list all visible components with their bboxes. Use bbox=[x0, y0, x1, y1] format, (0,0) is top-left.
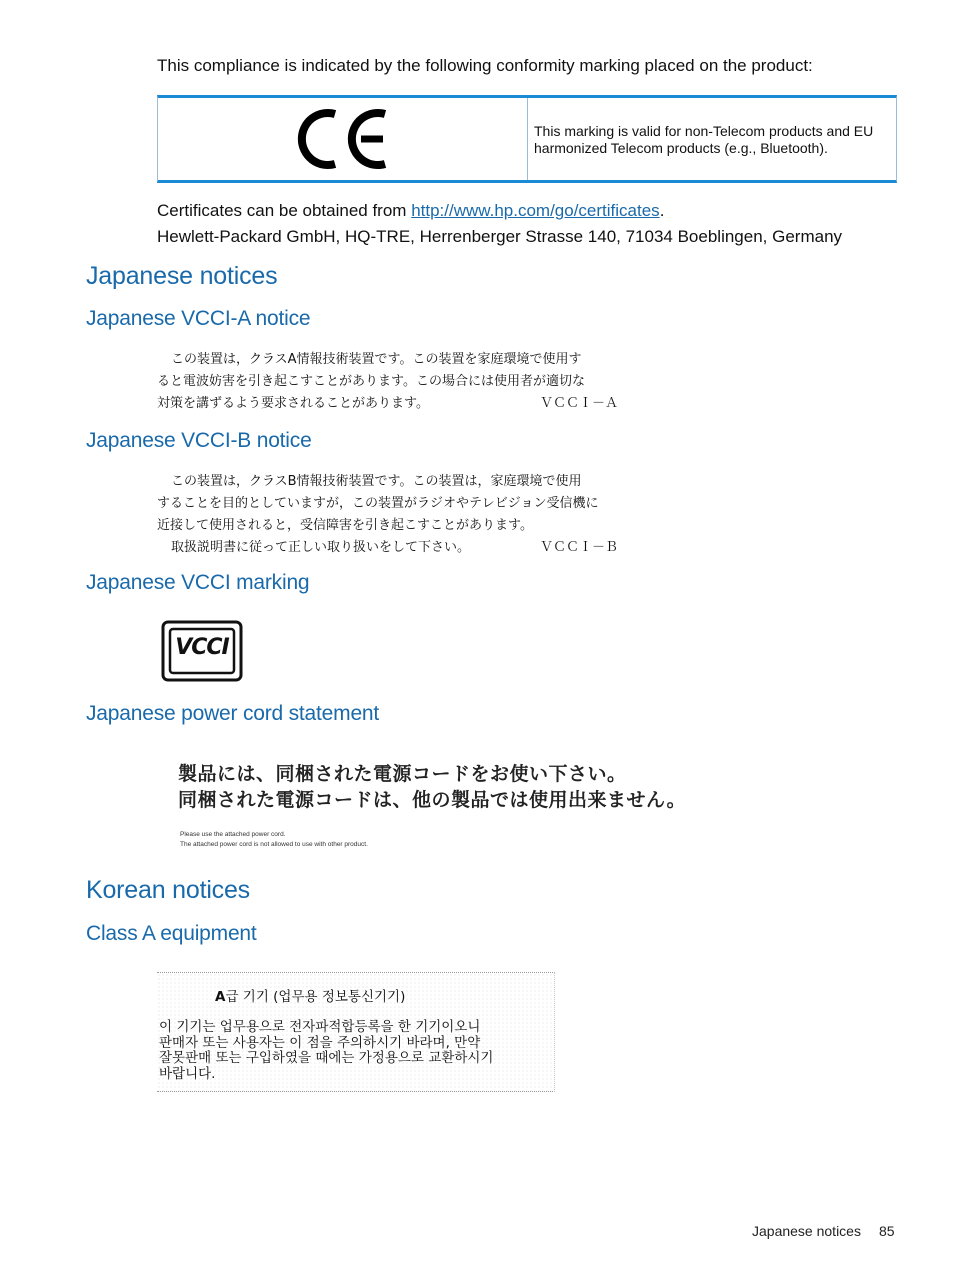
vcci-b-code: ＶＣＣＩ－Ｂ bbox=[540, 540, 619, 555]
vcci-a-line: この装置は，クラスA情報技術装置です。この装置を家庭環境で使用す bbox=[171, 352, 582, 367]
ce-mark-description: This marking is valid for non-Telecom products and EU harmonized Telecom products (e.g., Bluetooth). bbox=[534, 123, 874, 156]
intro-text: This compliance is indicated by the following conformity marking placed on the product: bbox=[157, 56, 813, 75]
korean-line: 잘못판매 또는 구입하였을 때에는 가정용으로 교환하시기 bbox=[159, 1050, 494, 1066]
vcci-a-notice bbox=[157, 349, 627, 415]
vcci-b-line-text: 取扱説明書に従って正しい取り扱いをして下さい。 bbox=[171, 540, 471, 555]
vcci-b-heading: Japanese VCCI-B notice bbox=[86, 429, 312, 452]
power-cord-english bbox=[180, 830, 368, 850]
vcci-a-heading: Japanese VCCI-A notice bbox=[86, 307, 311, 330]
power-cord-line: 製品には、同梱された電源コードをお使い下さい。 bbox=[178, 763, 627, 785]
ce-marking-table bbox=[157, 95, 897, 183]
vcci-a-line: ると電波妨害を引き起こすことがあります。この場合には使用者が適切な bbox=[157, 374, 585, 389]
power-cord-english-line: The attached power cord is not allowed to use with other product. bbox=[180, 841, 368, 848]
class-a-heading: Class A equipment bbox=[86, 922, 257, 945]
vcci-a-line bbox=[157, 393, 627, 415]
certificates-suffix: . bbox=[659, 201, 665, 220]
vcci-logo bbox=[161, 620, 243, 687]
vcci-b-line: することを目的としていますが，この装置がラジオやテレビジョン受信機に bbox=[157, 496, 599, 511]
japanese-notices-heading: Japanese notices bbox=[86, 262, 278, 290]
power-cord-heading: Japanese power cord statement bbox=[86, 702, 380, 725]
page-number: 85 bbox=[879, 1223, 895, 1239]
korean-line: 이 기기는 업무용으로 전자파적합등록을 한 기기이오니 bbox=[159, 1019, 481, 1035]
vcci-b-line bbox=[157, 537, 627, 559]
korean-class-a-title-text: 급 기기 (업무용 정보통신기기) bbox=[225, 989, 406, 1005]
korean-class-a-title bbox=[215, 990, 405, 1006]
vcci-marking-heading: Japanese VCCI marking bbox=[86, 571, 310, 594]
vcci-a-code: ＶＣＣＩ－Ａ bbox=[540, 396, 619, 411]
vcci-b-line: 近接して使用されると，受信障害を引き起こすことがあります。 bbox=[157, 518, 533, 533]
vcci-b-notice bbox=[157, 471, 627, 559]
power-cord-line: 同梱された電源コードは、他の製品では使用出来ません。 bbox=[178, 789, 687, 811]
ce-mark-cell bbox=[158, 98, 528, 180]
korean-line: 판매자 또는 사용자는 이 점을 주의하시기 바라며, 만약 bbox=[159, 1034, 481, 1051]
certificates-line bbox=[157, 198, 664, 224]
footer-section: Japanese notices bbox=[752, 1223, 861, 1239]
power-cord-english-line: Please use the attached power cord. bbox=[180, 831, 286, 838]
power-cord-statement bbox=[178, 761, 686, 813]
ce-mark-icon bbox=[295, 106, 391, 172]
vcci-logo-text: VCCI bbox=[175, 635, 229, 660]
korean-class-a-letter: A bbox=[215, 989, 226, 1005]
korean-notices-heading: Korean notices bbox=[86, 876, 250, 904]
certificates-prefix: Certificates can be obtained from bbox=[157, 201, 412, 220]
vcci-a-line-text: 対策を講ずるよう要求されることがあります。 bbox=[157, 396, 429, 411]
korean-class-a-text bbox=[159, 1020, 493, 1082]
korean-line: 바랍니다. bbox=[159, 1065, 216, 1082]
vcci-b-line: この装置は，クラスB情報技術装置です。この装置は，家庭環境で使用 bbox=[171, 474, 582, 489]
korean-class-a-box bbox=[157, 972, 555, 1092]
certificates-link[interactable]: http://www.hp.com/go/certificates bbox=[411, 201, 660, 220]
address-line: Hewlett-Packard GmbH, HQ-TRE, Herrenberger Strasse 140, 71034 Boeblingen, Germany bbox=[157, 227, 843, 246]
